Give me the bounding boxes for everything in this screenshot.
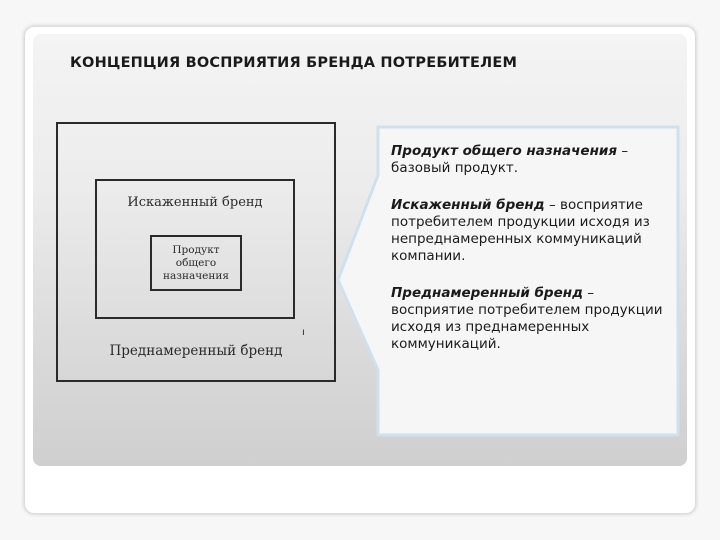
definition-term: Продукт общего назначения bbox=[391, 143, 618, 159]
distorted-brand-label: Искаженный бренд bbox=[127, 195, 263, 210]
definition-intended-brand bbox=[391, 285, 676, 353]
definition-dash: – bbox=[544, 197, 561, 213]
tick-mark: ı bbox=[302, 327, 305, 338]
intended-brand-label: Преднамеренный бренд bbox=[109, 343, 283, 359]
generic-product-label-line1: Продукт bbox=[172, 243, 220, 256]
slide-title: КОНЦЕПЦИЯ ВОСПРИЯТИЯ БРЕНДА ПОТРЕБИТЕЛЕМ bbox=[70, 55, 518, 71]
definition-dash: – bbox=[582, 285, 595, 301]
definition-text: базовый продукт. bbox=[391, 160, 519, 176]
definition-distorted-brand bbox=[391, 197, 676, 265]
generic-product-label-line2: общего bbox=[175, 256, 217, 269]
generic-product-label-line3: назначения bbox=[162, 269, 230, 282]
definition-term: Искаженный бренд bbox=[391, 197, 545, 213]
definitions-panel bbox=[391, 143, 676, 373]
definition-generic-product bbox=[391, 143, 676, 177]
definition-text: восприятие потребителем продукции исходя из преднамеренных коммуникаций. bbox=[391, 302, 663, 352]
definition-term: Преднамеренный бренд bbox=[391, 285, 583, 301]
definition-dash: – bbox=[617, 143, 629, 159]
definition-text: восприятие потребителем продукции исходя из непреднамеренных коммуникаций компании. bbox=[391, 197, 650, 264]
